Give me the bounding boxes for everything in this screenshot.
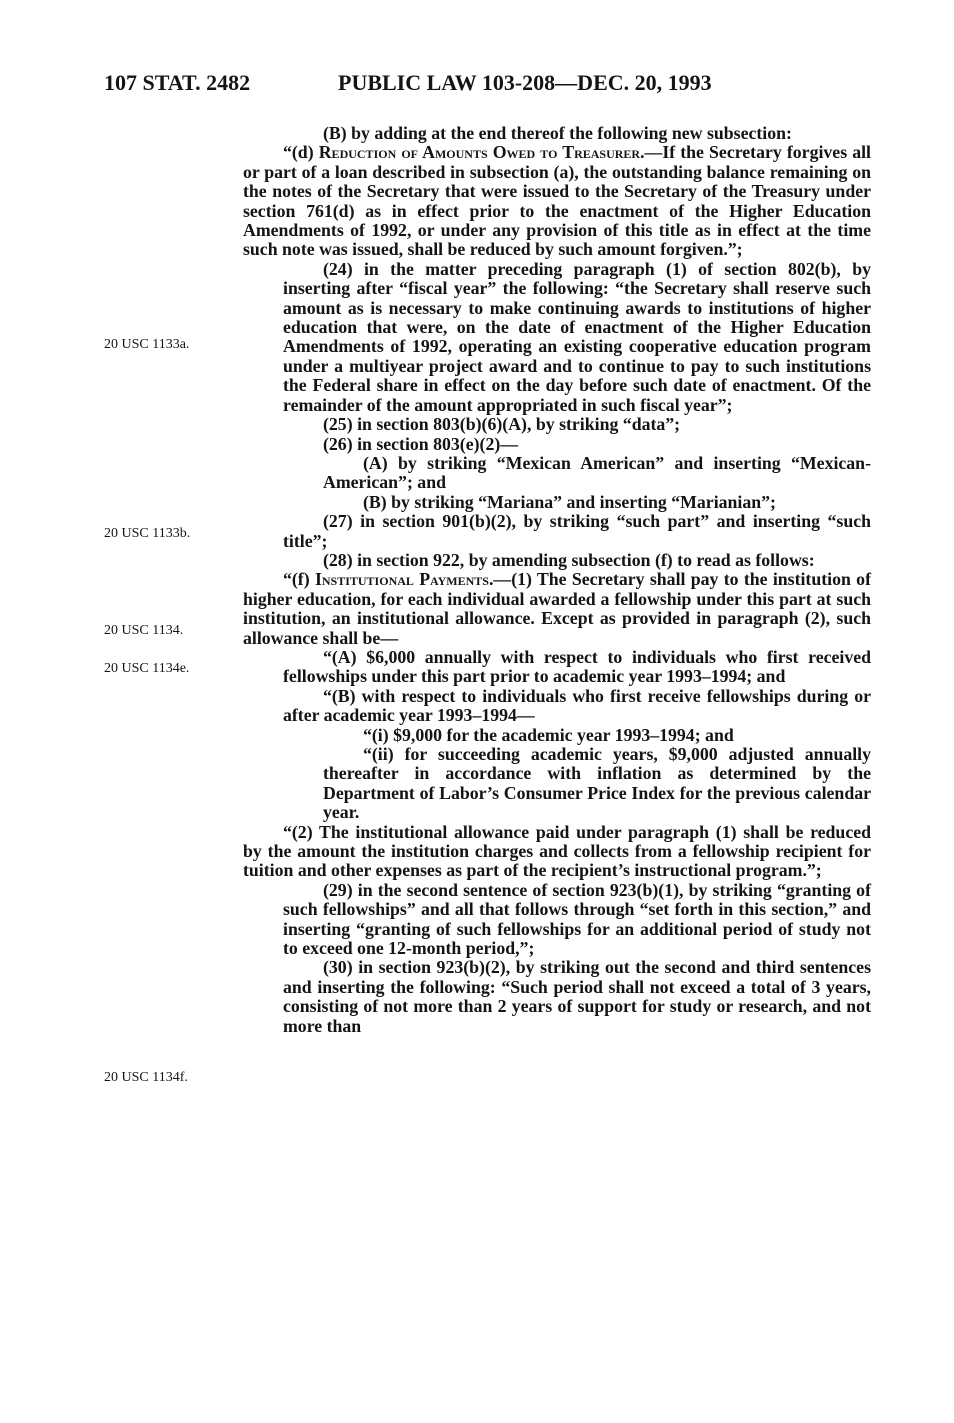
- paragraph-30: (30) in section 923(b)(2), by striking out the second and third sentences and inserting the following: “Such period shall not exceed a total of 3 years, consisting of not more than 2 years of support for study or research, and not more than: [283, 957, 871, 1036]
- paragraph-26-b: (B) by striking “Mariana” and inserting “Marianian”;: [363, 491, 776, 512]
- paragraph-29: (29) in the second sentence of section 923(b)(1), by striking “granting of such fellowships” and all that follows through “set forth in this section,” and inserting “granting of such fellowships for an additional period of study not to exceed one 12-month period,”;: [283, 879, 871, 959]
- statute-page-number: 107 STAT. 2482: [104, 70, 251, 95]
- page-header: [104, 70, 864, 102]
- paragraph-d-reduction: [243, 143, 871, 259]
- quote-open-f: “(f): [283, 569, 315, 590]
- law-text-body: [243, 124, 871, 1036]
- paragraph-f-institutional-payments: [243, 570, 871, 648]
- clause-ii-succeeding-years: “(ii) for succeeding academic years, $9,000 adjusted annually thereafter in accordance with inflation as determined by the Department of Labor’s Consumer Price Index for the previous calendar year.: [323, 744, 871, 823]
- margin-citation-1133a: 20 USC 1133a.: [104, 337, 190, 352]
- quote-open-d: “(d): [283, 142, 319, 163]
- subsection-text-institutional-payments: —(1) The Secretary shall pay to the institution of higher education, for each individual awarded a fellowship under this part at such institution, an institutional allowance. Except as provided in paragraph (2), such allowance shall be—: [243, 569, 871, 648]
- public-law-title: PUBLIC LAW 103-208—DEC. 20, 1993: [338, 70, 712, 95]
- clause-i-9000: “(i) $9,000 for the academic year 1993–1994; and: [363, 724, 734, 745]
- paragraph-24: (24) in the matter preceding paragraph (1) of section 802(b), by inserting after “fiscal year” the following: “the Secretary shall reserve such amount as is necessary to make continuing awards to institutions of higher education that were, on the date of enactment of the Higher Education Amendments of 1992, operating an existing cooperative education program under a multiyear project award and to continue to pay to such institutions the Federal share in effect on the day before such date of enactment. Of the remainder of the amount appropriated in such fiscal year”;: [283, 258, 871, 415]
- margin-citation-1134f: 20 USC 1134f.: [104, 1070, 188, 1085]
- margin-citation-1133b: 20 USC 1133b.: [104, 526, 191, 541]
- paragraph-25: (25) in section 803(b)(6)(A), by striking “data”;: [323, 414, 681, 435]
- subsection-heading-reduction: Reduction of Amounts Owed to Treasurer.: [318, 142, 645, 163]
- paragraph-26: (26) in section 803(e)(2)—: [323, 433, 519, 454]
- paragraph-27: (27) in section 901(b)(2), by striking “such part” and inserting “such title”;: [283, 511, 871, 551]
- subsection-text-reduction: —If the Secretary forgives all or part of a loan described in subsection (a), the outstanding balance remaining on the notes of the Secretary that were issued to the Secretary of the Treasury under section 761(d) as in effect prior to the enactment of the Higher Education Amendments of 1992, or under any provision of this title as in effect at the time such note was issued, shall be reduced by such amount forgiven.”;: [243, 142, 871, 260]
- margin-citation-1134: 20 USC 1134.: [104, 623, 184, 638]
- paragraph-b-adding-subsection: (B) by adding at the end thereof the following new subsection:: [323, 123, 792, 143]
- paragraph-26-a: (A) by striking “Mexican American” and inserting “Mexican-American”; and: [323, 452, 871, 493]
- clause-b-fellowships: “(B) with respect to individuals who first receive fellowships during or after academic year 1993–1994—: [283, 685, 871, 726]
- margin-citation-1134e: 20 USC 1134e.: [104, 661, 190, 676]
- paragraph-2-allowance-reduction: “(2) The institutional allowance paid under paragraph (1) shall be reduced by the amount the institution charges and collects from a fellowship recipient for tuition and other expenses as part of the recipient’s instructional program.”;: [243, 821, 871, 881]
- clause-a-6000: “(A) $6,000 annually with respect to individuals who first received fellowships under this part prior to academic year 1993–1994; and: [283, 646, 871, 687]
- paragraph-28: (28) in section 922, by amending subsection (f) to read as follows:: [323, 549, 815, 570]
- subsection-heading-institutional-payments: Institutional Payments.: [314, 569, 494, 590]
